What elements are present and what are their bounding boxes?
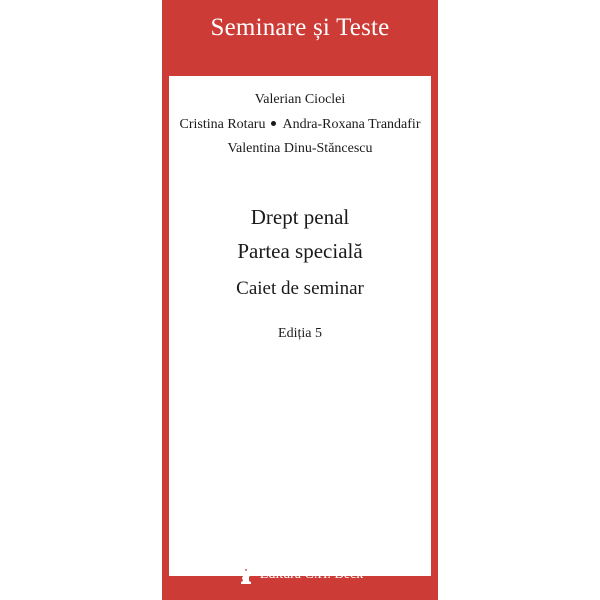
book-subtitle: Caiet de seminar — [236, 278, 364, 299]
author-3: Andra-Roxana Trandafir — [282, 117, 421, 132]
bullet-separator — [271, 121, 276, 126]
author-1: Valerian Cioclei — [254, 92, 346, 107]
publisher-name: Editura C.H. Beck — [259, 567, 364, 582]
publisher-block — [162, 560, 438, 590]
book-title-line-2: Partea specială — [237, 239, 363, 263]
cover-inner-panel — [169, 76, 431, 576]
authors-row-2 — [169, 117, 431, 133]
edition-label: Ediția 5 — [278, 326, 322, 341]
author-4: Valentina Dinu-Stăncescu — [227, 141, 373, 156]
series-title: Seminare și Teste — [210, 14, 390, 41]
author-2: Cristina Rotaru — [179, 117, 266, 132]
knight-logo-icon — [237, 565, 255, 585]
book-cover — [162, 0, 438, 600]
book-title-line-1: Drept penal — [250, 205, 350, 229]
